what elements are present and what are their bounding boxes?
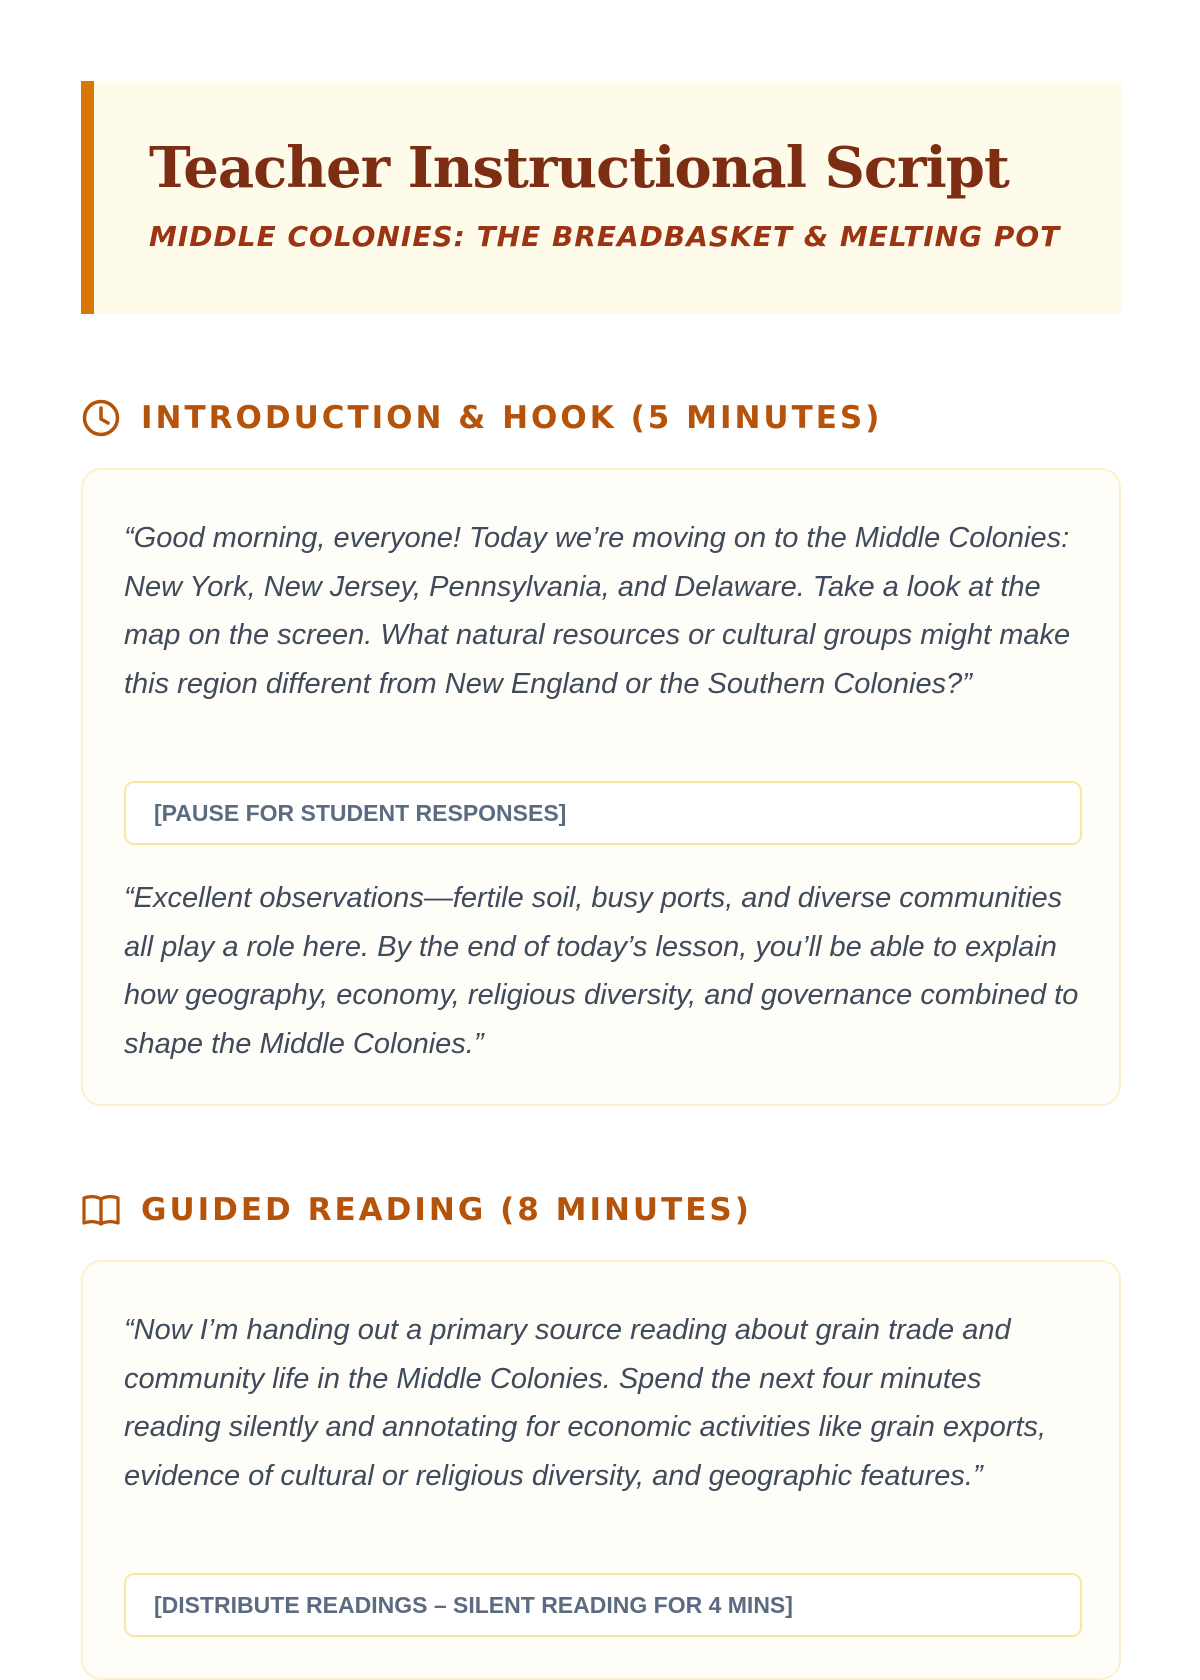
script-card-guided-reading: [81, 1260, 1121, 1680]
section-heading-label: INTRODUCTION & HOOK (5 MINUTES): [141, 400, 883, 436]
section-heading-guided-reading: [81, 1185, 1121, 1235]
section-heading-introduction: [81, 393, 1121, 443]
script-paragraph: “Good morning, everyone! Today we’re moving on to the Middle Colonies: New York, New Jersey, Pennsylvania, and Delaware. Take a look at the map on the screen. What natural resources or cultural groups might make this region different from New England or the Southern Colonies?”: [124, 522, 1071, 700]
script-paragraph: “Excellent observations—fertile soil, busy ports, and diverse communities all play a role here. By the end of today’s lesson, you’ll be able to explain how geography, economy, religious diversity, and governance combined to shape the Middle Colonies.”: [124, 882, 1079, 1060]
clock-icon: [81, 398, 121, 438]
stage-direction-cue: [PAUSE FOR STUDENT RESPONSES]: [124, 781, 1082, 845]
open-book-icon: [81, 1190, 121, 1230]
section-heading-label: GUIDED READING (8 MINUTES): [141, 1192, 752, 1228]
script-card-introduction: [81, 468, 1121, 1106]
script-paragraph: “Now I’m handing out a primary source reading about grain trade and community life in the Middle Colonies. Spend the next four minutes reading silently and annotating for economic activities like grain exports, evidence of cultural or religious diversity, and geographic features.”: [124, 1314, 1047, 1492]
stage-direction-cue: [DISTRIBUTE READINGS – SILENT READING FOR 4 MINS]: [124, 1573, 1082, 1637]
page-title: Teacher Instructional Script: [149, 135, 1009, 201]
lesson-subtitle: MIDDLE COLONIES: THE BREADBASKET & MELTING POT: [149, 220, 1061, 253]
lesson-header: [81, 81, 1121, 314]
